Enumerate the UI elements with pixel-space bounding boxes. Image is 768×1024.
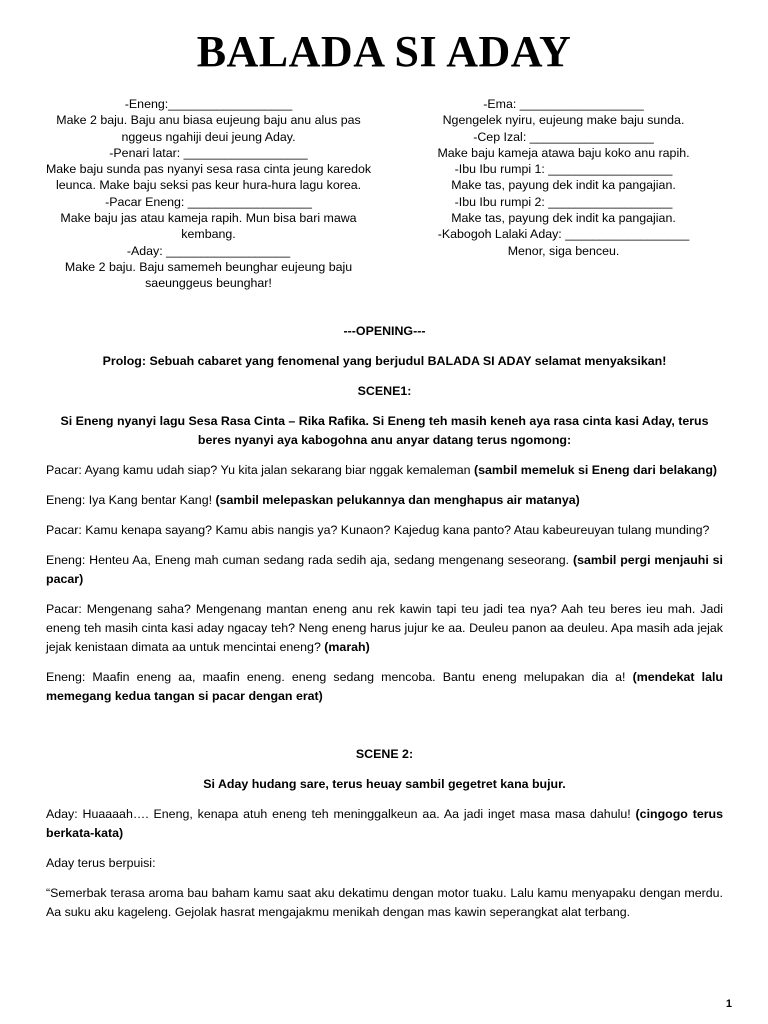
script-body (46, 322, 723, 933)
cast-line: Make baju jas atau kameja rapih. Mun bisa bari mawa (60, 211, 357, 226)
cast-line: Make 2 baju. Baju anu biasa eujeung baju anu alus pas (56, 113, 361, 128)
dialogue-line (46, 668, 723, 706)
dialogue-speech: Pacar: Ayang kamu udah siap? Yu kita jalan sekarang biar nggak kemaleman (46, 463, 474, 477)
cast-line: -Kabogoh Lalaki Aday: __________________ (437, 227, 690, 242)
dialogue-speech: Pacar: Mengenang saha? Mengenang mantan eneng anu rek kawin tapi teu jadi tea nya? Aah teu beres ieu mah. Jadi eneng teh masih cinta kasi aday ngacay teh? Neng eneng harus jujur ke aa. Deuleu panon aa deuleu. Apa masih ada jejak jejak kenistaan dimata aa untuk mencintai eneng? (46, 602, 723, 654)
dialogue-speech: Eneng: Iya Kang bentar Kang! (46, 493, 216, 507)
cast-column-right (391, 96, 736, 292)
dialogue-speech: Aday terus berpuisi: (46, 856, 156, 870)
cast-line: Make baju kameja atawa baju koko anu rapih. (437, 145, 690, 160)
opening-heading: ---OPENING--- (343, 324, 426, 338)
document-title: BALADA SI ADAY (196, 27, 572, 76)
cast-line: Menor, siga benceu. (507, 243, 620, 258)
dialogue-line (46, 600, 723, 657)
page-number: 1 (725, 998, 732, 1010)
dialogue-line (46, 854, 723, 873)
prolog: Prolog: Sebuah cabaret yang fenomenal yang berjudul BALADA SI ADAY selamat menyaksikan! (102, 354, 667, 368)
scene1-heading: SCENE1: (357, 384, 412, 398)
cast-line: -Ema: __________________ (483, 97, 644, 111)
dialogue-line (46, 521, 723, 540)
stage-direction: (mendekat lalu memegang kedua tangan si pacar dengan erat) (46, 670, 723, 703)
stage-direction: (cingogo terus berkata-kata) (46, 807, 724, 840)
dialogue-line (46, 884, 723, 922)
cast-line: -Ibu Ibu rumpi 2: __________________ (454, 194, 673, 209)
dialogue-speech: “Semerbak terasa aroma bau baham kamu saat aku dekatimu dengan motor tuaku. Lalu kamu menyapaku dengan merdu. Aa suku aku kageleng. Gejolak hasrat mengajakmu menikah dengan mas kawin seperangkat alat terbang. (46, 886, 723, 919)
stage-direction: (sambil memeluk si Eneng dari belakang) (473, 463, 718, 477)
scene1-intro: Si Eneng nyanyi lagu Sesa Rasa Cinta – Rika Rafika. Si Eneng teh masih keneh aya rasa cinta kasi Aday, terus beres nyanyi aya kabogohna anu anyar datang terus ngomong: (60, 414, 709, 447)
cast-line: Make tas, payung dek indit ka pangajian. (451, 178, 676, 193)
stage-direction: (sambil melepaskan pelukannya dan menghapus air matanya) (215, 493, 580, 507)
dialogue-speech: Eneng: Henteu Aa, Eneng mah cuman sedang rada sedih aja, sedang mengenang seseorang. (46, 553, 573, 567)
dialogue-line (46, 461, 723, 480)
dialogue-line (46, 491, 723, 510)
stage-direction: (marah) (324, 640, 370, 654)
cast-line: -Pacar Eneng: __________________ (105, 194, 312, 209)
cast-line: -Ibu Ibu rumpi 1: __________________ (454, 162, 673, 177)
cast-list (36, 96, 736, 292)
cast-line: Ngengelek nyiru, eujeung make baju sunda. (442, 113, 685, 128)
cast-line: nggeus ngahiji deui jeung Aday. (121, 129, 296, 144)
dialogue-line (46, 805, 723, 843)
cast-column-left (36, 96, 381, 292)
scene-spacer (46, 717, 723, 745)
cast-line: saeunggeus beunghar! (145, 276, 272, 291)
dialogue-speech: Pacar: Kamu kenapa sayang? Kamu abis nangis ya? Kunaon? Kajedug kana panto? Atau kabeureuyan tulang munding? (46, 523, 710, 537)
dialogue-line (46, 551, 723, 589)
cast-line: Make 2 baju. Baju samemeh beunghar eujeung baju (64, 259, 353, 274)
cast-line: leunca. Make baju seksi pas keur hura-hura lagu korea. (55, 178, 362, 193)
cast-line: -Penari latar: __________________ (109, 145, 308, 160)
cast-line: Make baju sunda pas nyanyi sesa rasa cinta jeung karedok (45, 162, 372, 177)
dialogue-speech: Eneng: Maafin eneng aa, maafin eneng. eneng sedang mencoba. Bantu eneng melupakan dia a! (46, 670, 633, 684)
dialogue-speech: Aday: Huaaaah…. Eneng, kenapa atuh eneng teh meninggalkeun aa. Aa jadi inget masa masa dahulu! (46, 807, 636, 821)
scene2-intro: Si Aday hudang sare, terus heuay sambil gegetret kana bujur. (203, 777, 566, 791)
cast-line: -Eneng:__________________ (124, 97, 293, 111)
cast-line: Make tas, payung dek indit ka pangajian. (451, 211, 676, 226)
cast-line: -Aday: __________________ (126, 243, 291, 258)
scene2-heading: SCENE 2: (355, 747, 414, 761)
cast-line: kembang. (181, 227, 236, 242)
cast-line: -Cep Izal: __________________ (473, 129, 654, 144)
stage-direction: (sambil pergi menjauhi si pacar) (46, 553, 723, 586)
